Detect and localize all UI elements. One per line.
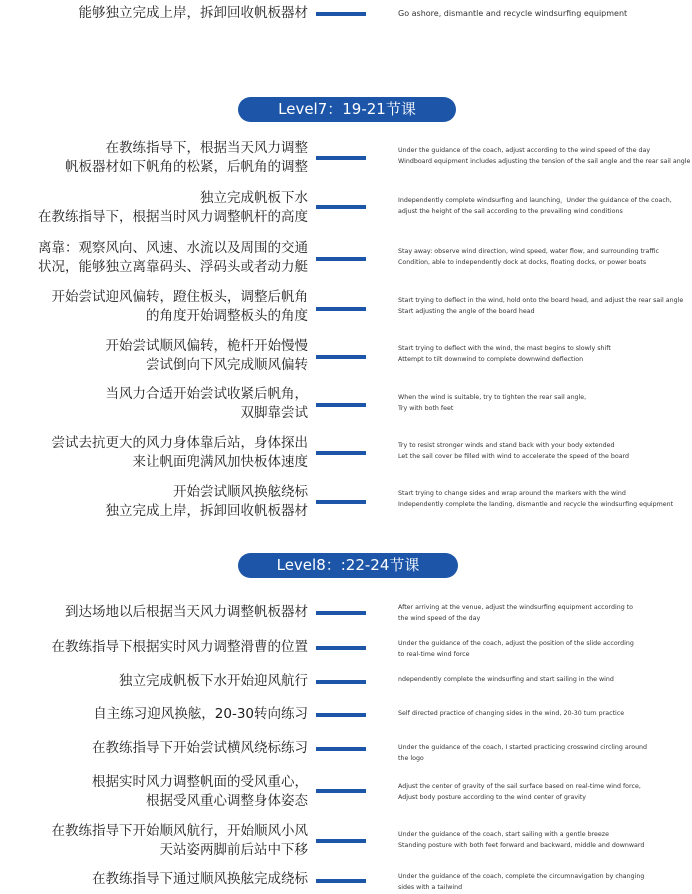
item-cn-text: 独立完成帆板下水开始迎风航行 [119, 673, 308, 689]
item-en-text: ndependently complete the windsurfing and start sailing in the wind [398, 676, 614, 683]
item-cn-text: 尝试去抗更大的风力身体靠后站，身体探出 来让帆面兜满风加快板体速度 [51, 435, 308, 470]
item-en-text: Under the guidance of the coach, adjust the position of the slide according to real-time wind force [398, 640, 634, 658]
item-en-text: Self directed practice of changing sides in the wind, 20-30 turn practice [398, 710, 625, 717]
item-cn-text: 开始尝试顺风偏转，桅杆开始慢慢 尝试倒向下风完成顺风偏转 [105, 338, 308, 373]
item-cn-text: 在教练指导下根据实时风力调整滑曹的位置 [51, 639, 308, 655]
item-bar [316, 205, 366, 209]
item-en-text: Under the guidance of the coach, adjust according to the wind speed of the day Windboard equipment includes adjusting the tension of the sail angle and the rear sail angle [398, 147, 690, 165]
item-en-text: Start trying to deflect in the wind, hold onto the board head, and adjust the rear sail angle Start adjusting the angle of the board head [398, 297, 684, 315]
item-cn-text: 独立完成帆板下水 在教练指导下，根据当时风力调整帆杆的高度 [38, 190, 308, 225]
item-bar [316, 355, 366, 359]
item-en-text: Under the guidance of the coach, complete the circumnavigation by changing sides with a tailwind [398, 873, 645, 891]
item-cn-text: 开始尝试迎风偏转，蹬住板头，调整后帆角 的角度开始调整板头的角度 [51, 289, 308, 324]
item-cn-text: 根据实时风力调整帆面的受风重心， 根据受风重心调整身体姿态 [92, 774, 308, 809]
section-title-level8: Level8：:22-24节课 [238, 553, 458, 578]
item-cn-text: 当风力合适开始尝试收紧后帆角， 双脚靠尝试 [105, 386, 308, 421]
item-bar [316, 713, 366, 717]
item-bar [316, 156, 366, 160]
item-bar [316, 307, 366, 311]
item-cn-text: 在教练指导下开始尝试横风绕标练习 [92, 740, 308, 756]
item-cn-text: 离靠：观察风向、风速、水流以及周围的交通 状况，能够独立离靠码头、浮码头或者动力艇 [38, 240, 308, 275]
item-bar [316, 500, 366, 504]
item-cn-text: 在教练指导下，根据当天风力调整 帆板器材如下帆角的松紧，后帆角的调整 [65, 140, 308, 175]
item-bar [316, 646, 366, 650]
item-en-text: Go ashore, dismantle and recycle windsurfing equipment [398, 9, 628, 18]
item-en-text: Adjust the center of gravity of the sail surface based on real-time wind force, Adjust body posture according to the wind center of gravity [398, 783, 641, 801]
item-bar [316, 789, 366, 793]
item-en-text: Under the guidance of the coach, I started practicing crosswind circling around the logo [398, 744, 648, 762]
list-item [0, 0, 692, 30]
item-bar [316, 403, 366, 407]
item-cn-text: 开始尝试顺风换舷绕标 独立完成上岸，拆卸回收帆板器材 [105, 484, 308, 519]
item-bar [316, 611, 366, 615]
item-cn-text: 在教练指导下通过顺风换舷完成绕标 [92, 871, 308, 887]
item-en-text: Stay away: observe wind direction, wind speed, water flow, and surrounding traffic Condition, able to independently dock at docks, floating docks, or power boats [398, 248, 659, 266]
item-bar [316, 879, 366, 883]
item-cn-text: 能够独立完成上岸，拆卸回收帆板器材 [78, 5, 308, 21]
item-bar [316, 680, 366, 684]
item-cn-text: 自主练习迎风换舷，20-30转向练习 [93, 706, 308, 722]
item-en-text: Try to resist stronger winds and stand back with your body extended Let the sail cover be filled with wind to accelerate the speed of the board [398, 442, 630, 460]
item-en-text: Start trying to change sides and wrap around the markers with the wind Independently complete the landing, dismantle and recycle the windsurfing equipment [398, 490, 674, 508]
item-en-text: Independently complete windsurfing and launching，Under the guidance of the coach, adjust the height of the sail according to the prevailing wind conditions [398, 197, 672, 215]
item-cn-text: 在教练指导下开始顺风航行，开始顺风小风 天站姿两脚前后站中下移 [51, 823, 308, 858]
item-bar [316, 12, 366, 16]
item-bar [316, 747, 366, 751]
item-cn-text: 到达场地以后根据当天风力调整帆板器材 [65, 604, 308, 620]
item-en-text: Start trying to deflect with the wind, the mast begins to slowly shift Attempt to tilt downwind to complete downwind deflection [398, 345, 611, 363]
item-en-text: After arriving at the venue, adjust the windsurfing equipment according to the wind speed of the day [398, 604, 634, 622]
item-bar [316, 839, 366, 843]
item-en-text: When the wind is suitable, try to tighten the rear sail angle, Try with both feet [398, 394, 587, 412]
item-en-text: Under the guidance of the coach, start sailing with a gentle breeze Standing posture with both feet forward and backward, middle and downward [398, 831, 645, 849]
item-bar [316, 257, 366, 261]
item-bar [316, 451, 366, 455]
section-title-level7: Level7：19-21节课 [238, 97, 456, 122]
